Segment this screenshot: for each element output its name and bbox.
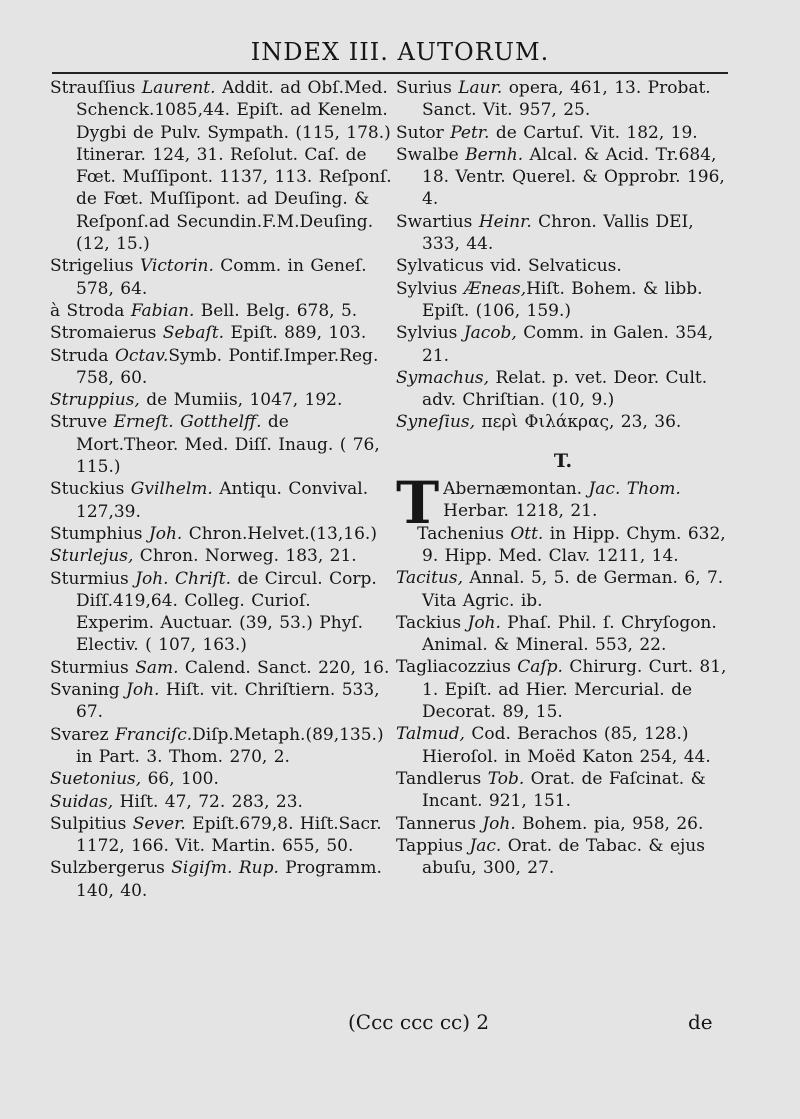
entry-name: Swartius bbox=[396, 211, 479, 232]
entry-works: Calend. Sanct. 220, 16. bbox=[178, 657, 390, 678]
left-column bbox=[50, 77, 392, 902]
entry-works: Annal. 5, 5. de German. 6, 7. Vita Agric. ib. bbox=[422, 568, 724, 611]
entry-works: Symb. Pontif.Imper.Reg. 758, 60. bbox=[76, 345, 379, 388]
entry-works: in Hipp. Chym. 632, 9. Hipp. Med. Clav. 1211, 14. bbox=[422, 523, 726, 566]
entry-forename: Sigiſm. Rup. bbox=[171, 858, 279, 879]
entry-name: Strigelius bbox=[50, 256, 140, 277]
entry-forename: Fabian. bbox=[130, 300, 195, 321]
dropcap-rest: Abernæmontan. bbox=[443, 479, 583, 500]
index-entry bbox=[396, 144, 730, 211]
index-entry bbox=[50, 389, 392, 411]
index-entry bbox=[396, 656, 730, 723]
entry-name: Struda bbox=[50, 345, 115, 366]
entry-forename: Joh. bbox=[126, 680, 160, 701]
entry-name: Sturmius bbox=[50, 568, 136, 589]
index-entry bbox=[396, 723, 730, 768]
entry-works: Hiſt. 47, 72. 283, 23. bbox=[113, 791, 303, 812]
index-entry bbox=[396, 322, 730, 367]
entry-name: Struve bbox=[50, 412, 114, 433]
index-entry bbox=[396, 77, 730, 122]
index-entry bbox=[50, 657, 392, 679]
entry-forename: Ott. bbox=[510, 523, 544, 544]
entry-works: 66, 100. bbox=[141, 769, 219, 790]
entry-name: Svarez bbox=[50, 724, 115, 745]
entry-forename: Gvilhelm. bbox=[130, 479, 213, 500]
index-entry bbox=[50, 478, 392, 523]
entry-forename: Jacob, bbox=[463, 323, 517, 344]
entry-name: Sturmius bbox=[50, 657, 136, 678]
entry-forename: Symachus, bbox=[396, 367, 490, 388]
entry-name: Surius bbox=[396, 78, 459, 98]
entry-works: Comm. in Galen. 354, 21. bbox=[422, 323, 714, 366]
index-entry bbox=[50, 411, 392, 478]
header-rule bbox=[52, 72, 728, 74]
entry-works: de Mort.Theor. Med. Diſſ. Inaug. ( 76, 115.) bbox=[76, 412, 380, 478]
right-column bbox=[396, 77, 730, 879]
dropcap-italic: Jac. Thom. bbox=[582, 479, 681, 500]
entry-forename: Petr. bbox=[450, 122, 490, 143]
index-entry bbox=[396, 768, 730, 813]
index-entry bbox=[50, 791, 392, 813]
entry-works: Epiſt.679,8. Hiſt.Sacr. 1172, 166. Vit. Martin. 655, 50. bbox=[76, 813, 382, 857]
signature-mark: (Ccc ccc cc) 2 bbox=[348, 1010, 490, 1034]
entry-works: περὶ Φιλάκρας, 23, 36. bbox=[475, 412, 682, 433]
entry-works: Programm. 140, 40. bbox=[76, 858, 382, 901]
entry-forename: Suetonius, bbox=[50, 769, 142, 790]
right-column-entries-after bbox=[396, 523, 730, 880]
index-entry bbox=[50, 255, 392, 300]
entry-forename: Tacitus, bbox=[396, 568, 464, 589]
index-entry bbox=[50, 724, 392, 769]
entry-name: Svaning bbox=[50, 680, 127, 701]
entry-works: Phaſ. Phil. ſ. Chryſogon. Animal. & Mineral. 553, 22. bbox=[422, 612, 717, 656]
entry-works: Chron.Helvet.(13,16.) bbox=[182, 523, 377, 544]
entry-works: Orat. de Tabac. & ejus abuſu, 300, 27. bbox=[422, 835, 705, 879]
page-title: INDEX III. AUTORUM. bbox=[250, 38, 550, 66]
entry-works: Hiſt. Bohem. & libb. Epiſt. (106, 159.) bbox=[422, 278, 703, 321]
entry-works: Hiſt. vit. Chriſtiern. 533, 67. bbox=[76, 680, 380, 723]
entry-works: Relat. p. vet. Deor. Cult. adv. Chriſtian. (10, 9.) bbox=[422, 367, 708, 411]
index-entry bbox=[396, 255, 730, 277]
index-entry bbox=[396, 813, 730, 835]
entry-forename: Bernh. bbox=[465, 144, 524, 165]
entry-name: Tackius bbox=[396, 612, 468, 633]
entry-works: de Circul. Corp. Diſſ.419,64. Colleg. Curioſ. Experim. Auctuar. (39, 53.) Phyſ. Electiv. ( 107, 163.) bbox=[76, 568, 377, 656]
entry-works: de Mumiis, 1047, 192. bbox=[139, 390, 343, 411]
index-entry bbox=[50, 77, 392, 255]
entry-name: Stromaierus bbox=[50, 323, 163, 344]
entry-works: Cod. Berachos (85, 128.) Hieroſol. in Moëd Katon 254, 44. bbox=[422, 724, 711, 767]
entry-forename: Tob. bbox=[487, 768, 525, 789]
entry-name: Swalbe bbox=[396, 144, 466, 165]
index-entry bbox=[396, 367, 730, 412]
index-entry bbox=[396, 523, 730, 568]
entry-forename: Sturlejus, bbox=[50, 546, 134, 567]
entry-forename: Caſp. bbox=[517, 657, 563, 678]
entry-forename: Syneſius, bbox=[396, 412, 476, 433]
entry-name: Sulpitius bbox=[50, 813, 133, 834]
entry-forename: Joh. bbox=[482, 813, 516, 834]
entry-forename: Heinr. bbox=[478, 211, 532, 232]
entry-forename: Victorin. bbox=[139, 256, 214, 277]
entry-works: Alcal. & Acid. Tr.684, 18. Ventr. Querel. & Opprobr. 196, 4. bbox=[422, 144, 725, 210]
entry-works: Bell. Belg. 678, 5. bbox=[194, 300, 358, 321]
entry-name: Tagliacozzius bbox=[396, 657, 518, 678]
entry-forename: Laurent. bbox=[141, 78, 216, 98]
entry-forename: Joh. bbox=[467, 612, 501, 633]
entry-forename: Sam. bbox=[135, 657, 179, 678]
index-entry bbox=[50, 545, 392, 567]
entry-works: Bohem. pia, 958, 26. bbox=[515, 813, 704, 834]
entry-works: Comm. in Geneſ. 578, 64. bbox=[76, 256, 367, 299]
entry-name: Sylvius bbox=[396, 278, 464, 299]
entry-works: Orat. de Faſcinat. & Incant. 921, 151. bbox=[422, 768, 706, 812]
index-entry bbox=[50, 568, 392, 657]
catchword: de bbox=[688, 1010, 713, 1034]
entry-works: Chron. Norweg. 183, 21. bbox=[133, 546, 357, 567]
index-entry bbox=[50, 345, 392, 390]
entry-name: Sutor bbox=[396, 122, 451, 143]
index-entry bbox=[50, 322, 392, 344]
entry-forename: Erneſt. Gotthelff. bbox=[113, 412, 262, 433]
entry-works: opera, 461, 13. Probat. Sanct. Vit. 957, 25. bbox=[422, 78, 711, 121]
index-entry bbox=[396, 835, 730, 880]
entry-name: Tappius bbox=[396, 835, 470, 856]
entry-forename: Franciſc. bbox=[114, 724, 193, 745]
entry-works: Addit. ad Obſ.Med. Schenck.1085,44. Epiſt. ad Kenelm. Dygbi de Pulv. Sympath. (115, 178.) Itinerar. 124, 31. Reſolut. Caſ. de Fœt. Muſſipont. 1137, 113. Reſponſ. de Fœt. Muſſipont. ad Deuſing. & Reſponſ.ad Secundin.F.M.Deuſing. (12, 15.) bbox=[76, 78, 392, 255]
entry-forename: Laur. bbox=[458, 78, 503, 98]
entry-works: de Cartuſ. Vit. 182, 19. bbox=[489, 122, 698, 143]
index-entry bbox=[50, 523, 392, 545]
entry-forename: Joh. Chriſt. bbox=[135, 568, 232, 589]
right-column-entries-before bbox=[396, 77, 730, 434]
section-heading: T. bbox=[553, 449, 573, 472]
entry-name: Sylvaticus vid. Selvaticus. bbox=[396, 256, 622, 277]
entry-forename: Suidas, bbox=[50, 791, 114, 812]
entry-works: Antiqu. Convival. 127,39. bbox=[76, 479, 369, 522]
index-entry bbox=[50, 857, 392, 902]
entry-works: Chron. Vallis DEI, 333, 44. bbox=[422, 211, 694, 255]
index-entry bbox=[50, 768, 392, 790]
entry-name: Strauſſius bbox=[50, 78, 142, 98]
index-entry bbox=[50, 679, 392, 724]
index-entry bbox=[50, 813, 392, 858]
index-entry bbox=[396, 411, 730, 433]
dropcap-letter: T bbox=[396, 469, 440, 538]
entry-name: Sylvius bbox=[396, 323, 464, 344]
entry-name: Stuckius bbox=[50, 479, 131, 500]
index-entry bbox=[396, 612, 730, 657]
entry-name: Sulzbergerus bbox=[50, 858, 172, 879]
entry-forename: Octav. bbox=[114, 345, 169, 366]
entry-name: Tachenius bbox=[417, 523, 511, 544]
entry-forename: Talmud, bbox=[396, 724, 465, 745]
entry-name: à Stroda bbox=[50, 300, 131, 321]
entry-works: Diſp.Metaph.(89,135.) in Part. 3. Thom. 270, 2. bbox=[76, 724, 384, 767]
entry-name: Tannerus bbox=[396, 813, 483, 834]
entry-forename: Struppius, bbox=[50, 390, 140, 411]
entry-forename: Joh. bbox=[148, 523, 183, 544]
entry-name: Tandlerus bbox=[396, 768, 488, 789]
entry-works: Chirurg. Curt. 81, 1. Epiſt. ad Hier. Mercurial. de Decorat. 89, 15. bbox=[422, 657, 727, 723]
entry-forename: Æneas, bbox=[463, 278, 527, 299]
entry-forename: Jac. bbox=[469, 835, 502, 856]
index-entry bbox=[396, 567, 730, 612]
entry-name: Stumphius bbox=[50, 523, 149, 544]
index-entry bbox=[396, 278, 730, 323]
entry-works: Epiſt. 889, 103. bbox=[224, 323, 367, 344]
index-entry bbox=[50, 300, 392, 322]
entry-forename: Sebaſt. bbox=[162, 323, 225, 344]
entry-forename: Sever. bbox=[132, 813, 186, 834]
index-entry bbox=[396, 211, 730, 256]
index-entry bbox=[396, 122, 730, 144]
dropcap-post: Herbar. 1218, 21. bbox=[443, 501, 598, 522]
